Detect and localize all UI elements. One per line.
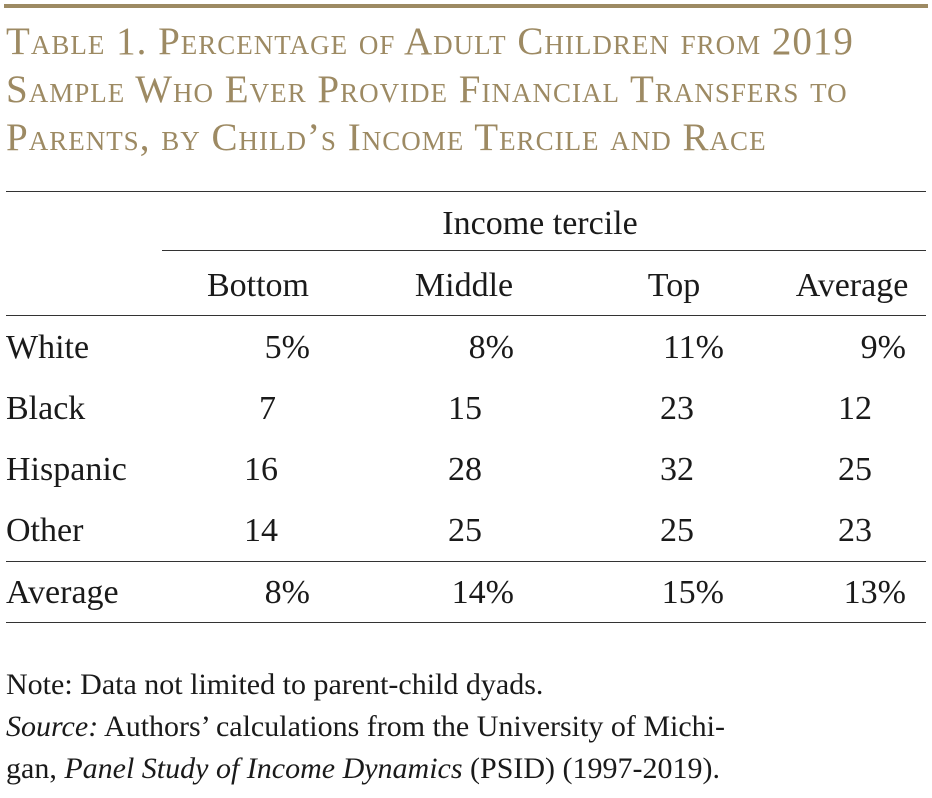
row-label-hispanic: Hispanic: [6, 451, 127, 488]
title-rule: [4, 4, 928, 8]
source-label: Source:: [6, 710, 99, 743]
table-note: Note: Data not limited to parent-child dyads.: [6, 668, 544, 701]
table-cell: 8%: [468, 329, 514, 366]
table-cell: 8%: [264, 574, 310, 611]
table-cell: 13%: [843, 574, 906, 611]
column-header-average: Average: [795, 267, 909, 304]
table-title: [6, 18, 926, 162]
table-cell: 14%: [451, 574, 514, 611]
header-bottom-rule: [6, 315, 926, 316]
source-text: Authors’ calculations from the University of Michi-: [98, 710, 725, 743]
group-header-income-tercile: Income tercile: [442, 205, 638, 242]
row-label-average: Average: [6, 574, 119, 611]
source-text: gan,: [6, 752, 65, 785]
source-text: (PSID) (1997-2019).: [462, 752, 721, 785]
table-top-rule: [6, 191, 926, 192]
row-label-black: Black: [6, 390, 86, 427]
table-cell: 15%: [661, 574, 724, 611]
table-cell: 32: [660, 451, 694, 488]
table-cell: 23: [660, 390, 694, 427]
source-publication: Panel Study of Income Dynamics: [64, 752, 463, 785]
table-cell: 12: [838, 390, 872, 427]
column-header-bottom: Bottom: [206, 267, 310, 304]
title-line: Parents, by Child’s Income Tercile and Race: [6, 116, 767, 159]
table-cell: 23: [838, 512, 872, 549]
row-label-white: White: [6, 329, 90, 366]
table-cell: 7: [259, 390, 276, 427]
row-label-other: Other: [6, 512, 84, 549]
table-cell: 14: [244, 512, 278, 549]
table-cell: 16: [244, 451, 278, 488]
table-cell: 15: [448, 390, 482, 427]
title-line: Sample Who Ever Provide Financial Transfers to: [6, 68, 848, 111]
table-cell: 25: [448, 512, 482, 549]
table-cell: 28: [448, 451, 482, 488]
table-cell: 11%: [662, 329, 724, 366]
table-cell: 5%: [264, 329, 310, 366]
average-top-rule: [6, 561, 926, 562]
table-bottom-rule: [6, 622, 926, 623]
table-cell: 25: [838, 451, 872, 488]
column-header-top: Top: [647, 267, 701, 304]
source-line-1: [6, 706, 725, 748]
column-header-middle: Middle: [414, 267, 514, 304]
table-cell: 9%: [860, 329, 906, 366]
table-cell: 25: [660, 512, 694, 549]
source-line-2: [6, 748, 720, 790]
title-line: Table 1. Percentage of Adult Children from 2019: [6, 20, 854, 63]
group-header-rule: [162, 250, 926, 251]
